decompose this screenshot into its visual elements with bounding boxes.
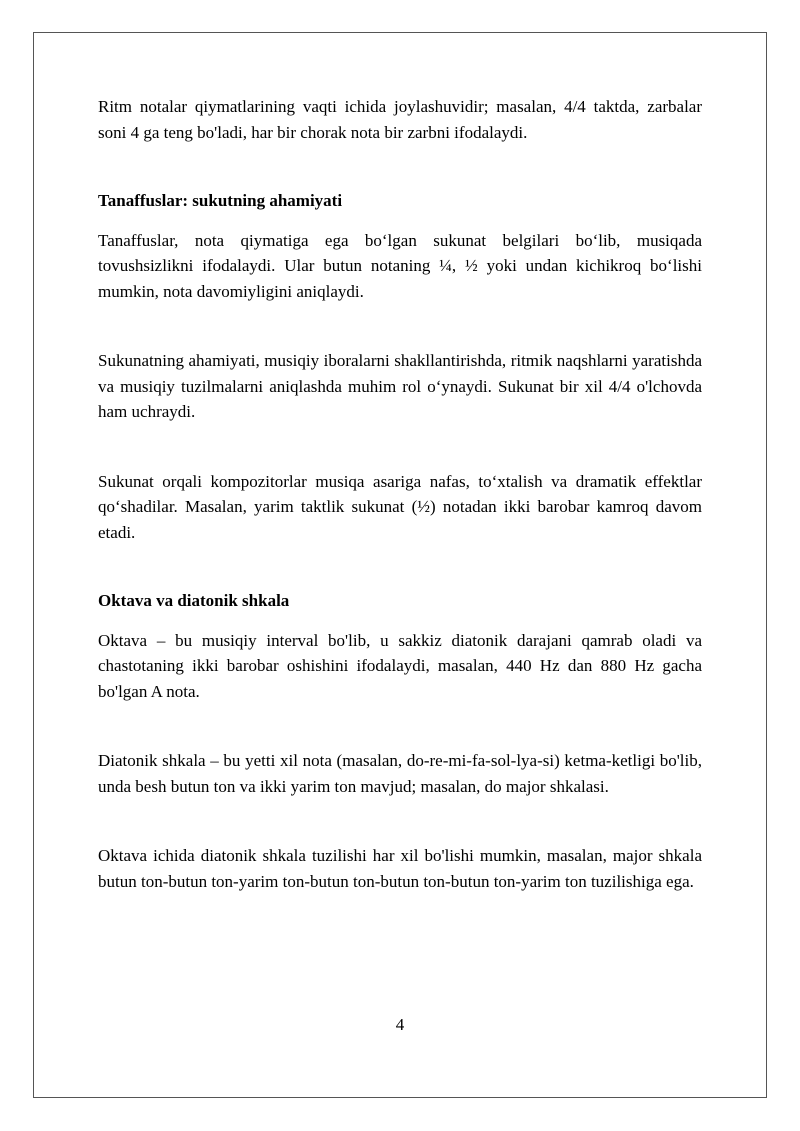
paragraph-diatonic-scale: Diatonik shkala – bu yetti xil nota (masalan, do-re-mi-fa-sol-lya-si) ketma-ketligi bo'lib, unda besh butun ton va ikki yarim ton mavjud; masalan, do major shkalasi. xyxy=(98,751,702,796)
paragraph-silence-effects: Sukunat orqali kompozitorlar musiqa asariga nafas, to‘xtalish va dramatik effektlar qo‘shadilar. Masalan, yarim taktlik sukunat (½) notadan ikki barobar kamroq davom etadi. xyxy=(98,471,702,542)
paragraph-scale-structure: Oktava ichida diatonik shkala tuzilishi har xil bo'lishi mumkin, masalan, major shkala butun ton-butun ton-yarim ton-butun ton-butun ton-butun ton-yarim ton tuzilishiga ega. xyxy=(98,846,702,891)
page-number: 4 xyxy=(395,1015,405,1034)
paragraph-silence-importance: Sukunatning ahamiyati, musiqiy iboralarni shakllantirishda, ritmik naqshlarni yaratishda va musiqiy tuzilmalarni aniqlashda muhim rol o‘ynaydi. Sukunat bir xil 4/4 o'lchovda ham uchraydi. xyxy=(98,351,702,421)
heading-rests: Tanaffuslar: sukutning ahamiyati xyxy=(98,191,343,210)
paragraph-rhythm: Ritm notalar qiymatlarining vaqti ichida joylashuvidir; masalan, 4/4 taktda, zarbalar soni 4 ga teng bo'ladi, har bir chorak nota bir zarbni ifodalaydi. xyxy=(98,97,702,142)
paragraph-octave-definition: Oktava – bu musiqiy interval bo'lib, u sakkiz diatonik darajani qamrab oladi va chastotaning ikki barobar oshishini ifodalaydi, masalan, 440 Hz dan 880 Hz gacha bo'lgan A nota. xyxy=(98,630,702,701)
heading-octave-scale: Oktava va diatonik shkala xyxy=(98,591,290,610)
paragraph-rests-definition: Tanaffuslar, nota qiymatiga ega bo‘lgan sukunat belgilari bo‘lib, musiqada tovushsizlikni ifodalaydi. Ular butun notaning ¼, ½ yoki undan kichikroq bo‘lishi mumkin, nota davomiyligini aniqlaydi. xyxy=(98,230,702,301)
document-body xyxy=(98,94,702,894)
